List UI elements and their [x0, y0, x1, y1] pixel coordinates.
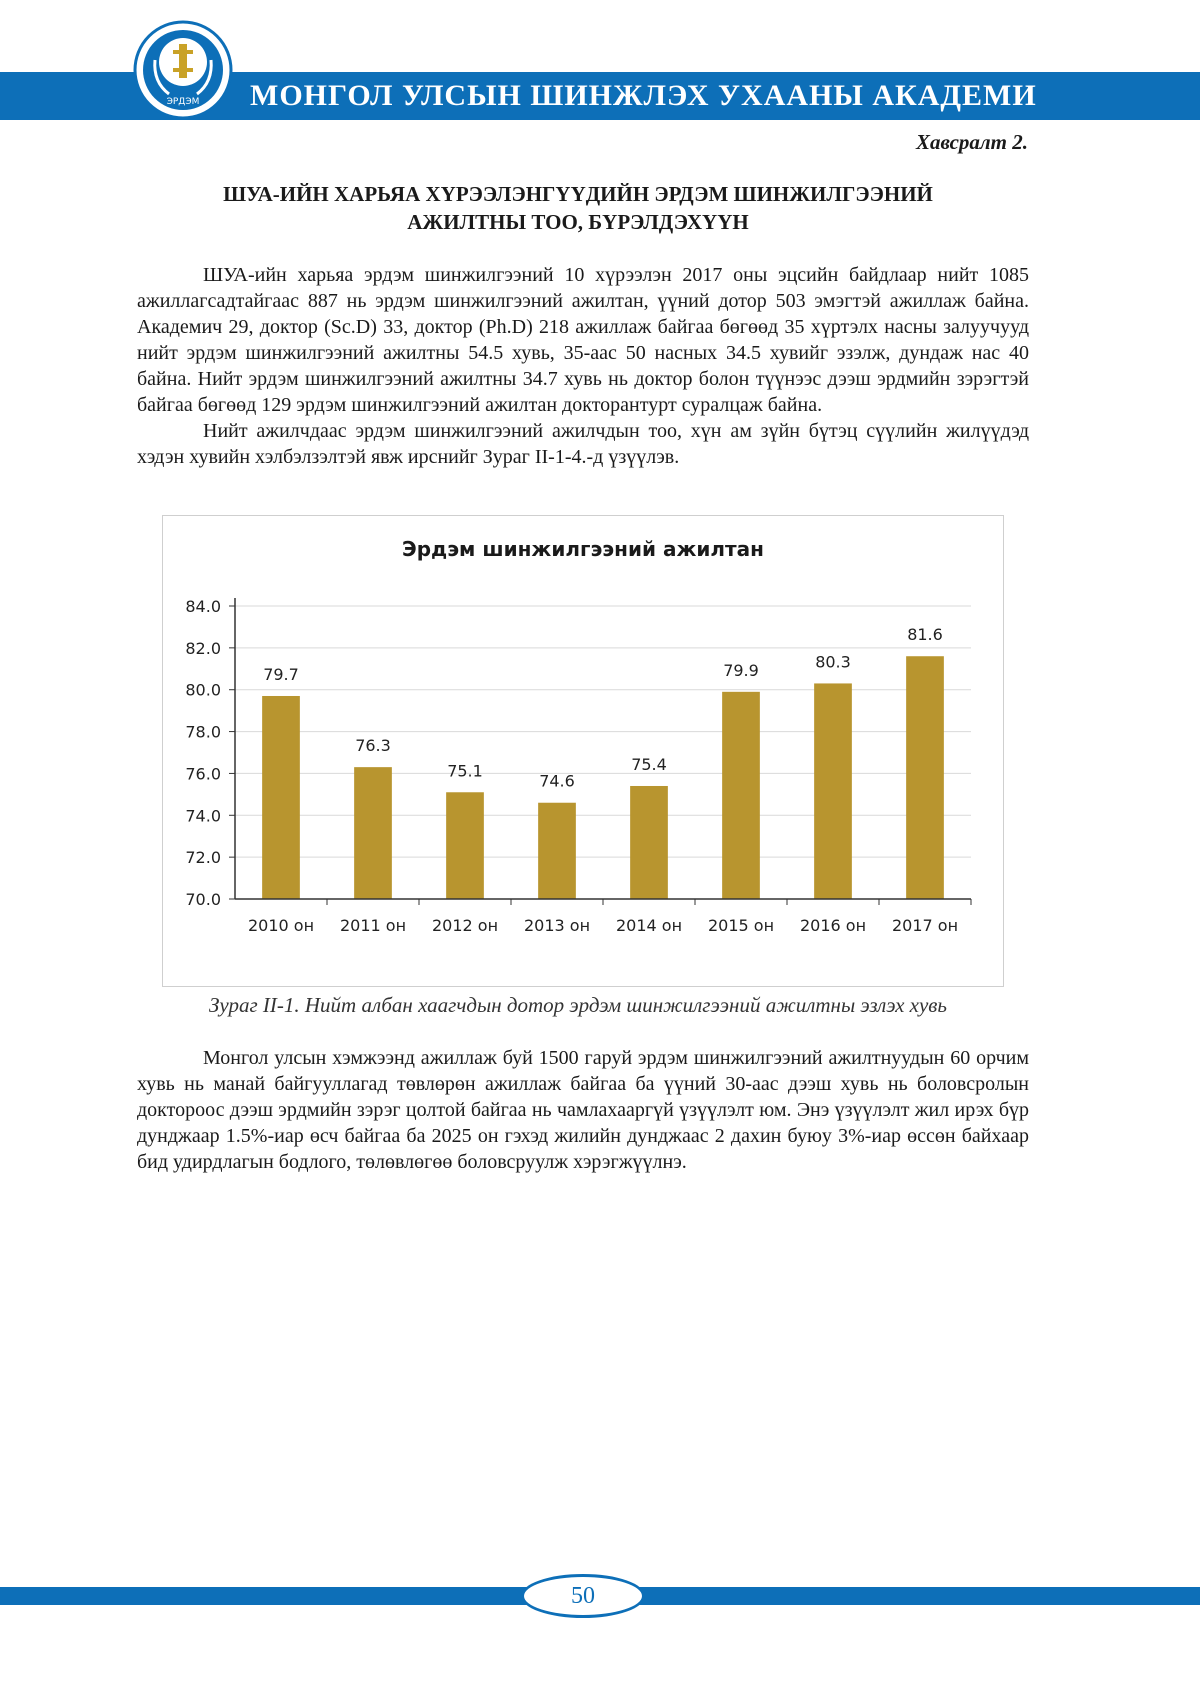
y-tick-label: 82.0: [185, 638, 221, 658]
y-tick-label: 76.0: [185, 764, 221, 784]
x-tick-label: 2016 он: [799, 916, 867, 935]
bar: [630, 786, 668, 899]
data-label: 80.3: [815, 652, 851, 672]
intro-text: [137, 262, 1029, 470]
header-title: МОНГОЛ УЛСЫН ШИНЖЛЭХ УХААНЫ АКАДЕМИ: [250, 79, 1037, 112]
data-label: 75.4: [631, 754, 667, 774]
data-label: 74.6: [539, 771, 575, 791]
x-tick-label: 2011 он: [339, 916, 407, 935]
closing-text: [137, 1045, 1029, 1175]
bar: [446, 792, 484, 899]
x-tick-label: 2014 он: [615, 916, 683, 935]
title-line-2: АЖИЛТНЫ ТОО, БҮРЭЛДЭХҮҮН: [407, 210, 749, 234]
logo-text: ЭРДЭМ: [166, 97, 200, 107]
data-label: 76.3: [355, 736, 391, 756]
y-tick-label: 84.0: [185, 597, 221, 616]
bar: [538, 803, 576, 899]
page-number: 50: [521, 1574, 645, 1618]
chart-container: [162, 515, 1004, 987]
paragraph-1: ШУА-ийн харьяа эрдэм шинжилгээний 10 хүрээлэн 2017 оны эцсийн байдлаар нийт 1085 ажиллагсадтайгаас 887 нь эрдэм шинжилгээний ажилтан, үүний дотор 503 эмэгтэй ажиллаж байна. Академич 29, доктор (Sc.D) 33, доктор (Ph.D) 218 ажиллаж байгаа бөгөөд 35 хүртэлх насны залуучууд нийт эрдэм шинжилгээний ажилтны 54.5 хувь, 35-аас 50 насных 34.5 хувийг эзэлж, дундаж нас 40 байна. Нийт эрдэм шинжилгээний ажилтны 34.7 хувь нь доктор болон түүнээс дээш эрдмийн зэрэгтэй байгаа бөгөөд 129 эрдэм шинжилгээний ажилтан докторантурт суралцаж байна.: [137, 264, 1029, 416]
figure-caption: Зураг II-1. Нийт албан хаагчдын дотор эрдэм шинжилгээний ажилтны эзлэх хувь: [209, 993, 947, 1017]
data-label: 79.7: [263, 664, 299, 684]
data-label: 79.9: [723, 660, 759, 680]
bar: [262, 696, 300, 899]
bar: [906, 656, 944, 899]
page-title: [128, 180, 1028, 236]
x-tick-label: 2015 он: [707, 916, 775, 935]
y-tick-label: 80.0: [185, 680, 221, 700]
bar: [722, 692, 760, 899]
paragraph-2: Нийт ажилчдаас эрдэм шинжилгээний ажилчдын тоо, хүн ам зүйн бүтэц сүүлийн жилүүдэд хэдэн хувийн хэлбэлзэлтэй явж ирснийг Зураг II-1-4.-д үзүүлэв.: [137, 420, 1029, 468]
x-tick-label: 2010 он: [247, 916, 315, 935]
data-label: 75.1: [447, 761, 483, 781]
chart-title: Эрдэм шинжилгээний ажилтан: [402, 537, 764, 561]
y-tick-label: 72.0: [185, 848, 221, 868]
y-tick-label: 74.0: [185, 806, 221, 826]
y-tick-label: 70.0: [185, 890, 221, 909]
x-tick-label: 2012 он: [431, 916, 499, 935]
bar: [354, 767, 392, 899]
paragraph-3: Монгол улсын хэмжээнд ажиллаж буй 1500 гаруй эрдэм шинжилгээний ажилтнуудын 60 орчим хувь нь манай байгууллагад төвлөрөн ажиллаж байгаа ба үүний 30-аас дээш хувь нь боловсролын доктороос дээш эрдмийн зэрэг цолтой байгаа нь чамлахааргүй үзүүлэлт юм. Энэ үзүүлэлт жил ирэх бүр дунджаар 1.5%-иар өсч байгаа ба 2025 он гэхэд жилийн дунджаас 2 дахин буюу 3%-иар өссөн байхаар бид удирдлагын бодлого, төлөвлөгөө боловсруулж хэрэгжүүлнэ.: [137, 1047, 1029, 1173]
x-tick-label: 2013 он: [523, 916, 591, 935]
bar: [814, 683, 852, 899]
academy-logo: [133, 20, 233, 120]
title-line-1: ШУА-ИЙН ХАРЬЯА ХҮРЭЭЛЭНГҮҮДИЙН ЭРДЭМ ШИНЖИЛГЭЭНИЙ: [223, 182, 933, 206]
appendix-label: Хавсралт 2.: [915, 130, 1028, 154]
y-tick-label: 78.0: [185, 722, 221, 742]
data-label: 81.6: [907, 625, 943, 645]
x-tick-label: 2017 он: [891, 916, 959, 935]
bar-chart: [163, 516, 1003, 986]
